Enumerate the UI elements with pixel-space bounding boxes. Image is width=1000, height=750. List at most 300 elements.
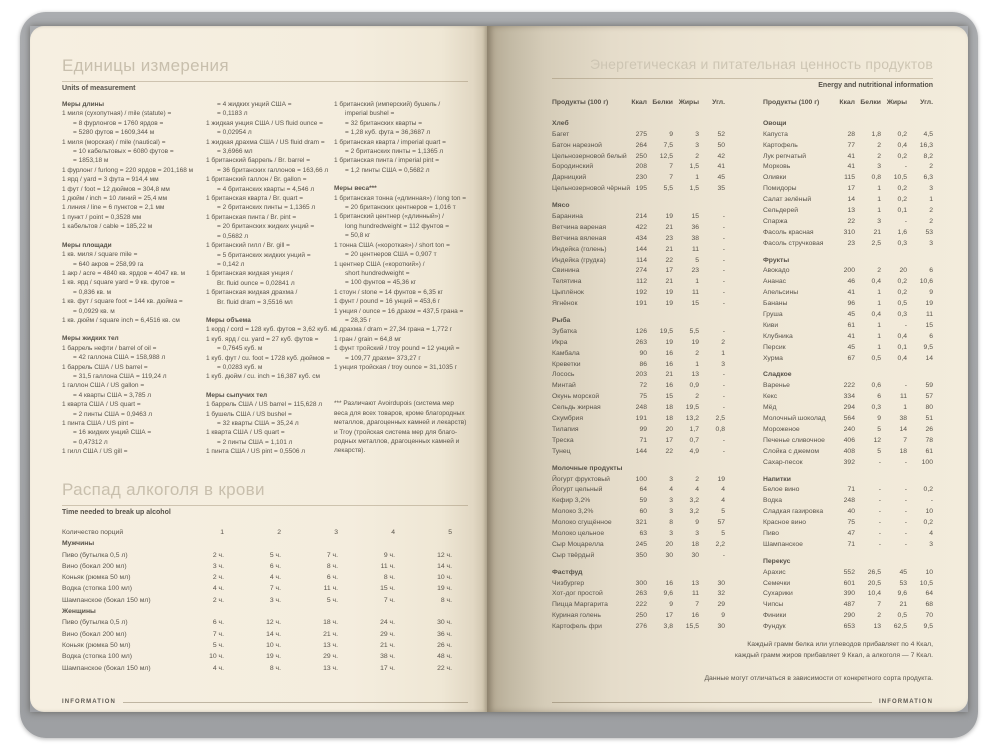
unit-line: = 50,8 кг: [345, 232, 371, 240]
food-row: [552, 551, 725, 562]
unit-line: = 640 акров = 258,99 га: [73, 260, 144, 268]
nutrition-value: 41: [717, 163, 725, 171]
unit-line: 1 британский (имперский) бушель /: [334, 101, 441, 108]
food-row: [552, 223, 725, 234]
nutrition-value: 1: [877, 321, 881, 329]
unit-line: = 5280 футов = 1609,344 м: [73, 129, 155, 137]
nutrition-note: [735, 640, 933, 661]
hours-value: 3 ч.: [269, 596, 281, 604]
hours-value: 7 ч.: [269, 585, 281, 593]
food-row: [552, 436, 725, 447]
unit-line: 1 фут / foot = 12 дюймов = 304,8 мм: [62, 185, 170, 193]
nutrition-value: 0,8: [871, 174, 881, 182]
nutrition-value: 350: [635, 551, 647, 559]
food-label: Молоко 3,2%: [552, 508, 594, 516]
hours-value: 18 ч.: [323, 619, 338, 627]
nutrition-value: 78: [925, 436, 933, 444]
nutrition-value: 46: [847, 278, 855, 286]
nutrition-value: 1,7: [689, 425, 699, 433]
food-label: Индейка (грудка): [552, 256, 606, 264]
nutrition-value: 100: [921, 458, 933, 466]
footer-rule: [552, 702, 872, 703]
unit-line: = 1853,18 м: [73, 157, 109, 165]
footnote-line: веса для всех товаров, кроме благородных: [334, 409, 465, 417]
food-row: [552, 288, 725, 299]
nutrition-value: 7: [903, 436, 907, 444]
food-label: Тилапия: [552, 425, 579, 433]
nutrition-value: 14: [899, 425, 907, 433]
food-label: Авокадо: [763, 267, 790, 275]
nutrition-value: 71: [847, 486, 855, 494]
nutrition-value: 18: [665, 415, 673, 423]
nutrition-value: 434: [635, 234, 647, 242]
nutrition-value: 6: [877, 393, 881, 401]
unit-line: 1 стоун / stone = 14 фунтов = 6,35 кг: [334, 288, 443, 296]
nutrition-value: 17: [665, 612, 673, 620]
title-rule: [62, 81, 468, 82]
column-header: Ккал: [631, 99, 647, 106]
food-row: [763, 622, 933, 633]
hours-value: 29 ч.: [380, 630, 395, 638]
food-row: [763, 611, 933, 622]
nutrition-value: 487: [843, 601, 855, 609]
nutrition-value: -: [930, 497, 933, 505]
nutrition-value: -: [722, 289, 725, 297]
food-row: [763, 266, 933, 277]
alcohol-group-label: Мужчины: [62, 540, 95, 548]
food-row: [552, 579, 725, 590]
hours-value: 4 ч.: [212, 664, 224, 672]
nutrition-value: -: [722, 404, 725, 412]
nutrition-value: -: [722, 447, 725, 455]
food-row: [552, 234, 725, 245]
portion-count: 1: [220, 529, 224, 536]
unit-line: 1 кабельтов / cable = 185,22 м: [62, 223, 153, 231]
nutrition-value: 1: [877, 196, 881, 204]
drink-label: Коньяк (рюмка 50 мл): [62, 574, 131, 582]
nutrition-value: 275: [635, 130, 647, 138]
nutrition-value: 203: [635, 371, 647, 379]
hours-value: 2 ч.: [212, 551, 224, 559]
food-label: Хурма: [763, 354, 783, 362]
nutrition-value: 7: [695, 601, 699, 609]
nutrition-value: 75: [847, 519, 855, 527]
food-label: Зубатка: [552, 327, 577, 335]
nutrition-value: 21: [873, 228, 881, 236]
nutrition-value: 2: [877, 612, 881, 620]
unit-line: 1 фурлонг / furlong = 220 ярдов = 201,168 м: [62, 166, 194, 174]
unit-line: 1 кварта США / US quart =: [62, 401, 141, 409]
nutrition-value: -: [722, 300, 725, 308]
food-label: Финики: [763, 612, 787, 620]
nutrition-value: 222: [843, 382, 855, 390]
drink-label: Вино (бокал 200 мл): [62, 562, 127, 570]
alcohol-title: Распад алкоголя в крови: [62, 480, 265, 499]
hours-value: 11 ч.: [380, 562, 395, 570]
nutrition-value: 59: [925, 382, 933, 390]
nutrition-value: 274: [635, 267, 647, 275]
nutrition-value: 1: [695, 278, 699, 286]
nutrition-value: 4: [721, 497, 725, 505]
footnote-line: и Troy (тройская система мер для благо-: [334, 428, 457, 436]
nutrition-value: 222: [635, 601, 647, 609]
unit-line: 1 пункт / point = 0,3528 мм: [62, 213, 142, 221]
food-row: [763, 485, 933, 496]
units-subtitle: Units of measurement: [62, 85, 136, 92]
food-label: Кекс: [763, 393, 778, 401]
unit-line: = 20 британских жидких унций =: [217, 223, 315, 231]
unit-line: 1 пинта США / US pint = 0,5506 л: [206, 448, 306, 456]
food-label: Ветчина вареная: [552, 223, 607, 231]
nutrition-value: 240: [843, 425, 855, 433]
unit-line: 1 британский гилл / Br. gill =: [206, 242, 290, 250]
nutrition-value: 9,6: [663, 590, 673, 598]
food-row: [552, 266, 725, 277]
nutrition-value: 20,5: [867, 579, 881, 587]
column-header: Ккал: [839, 99, 855, 106]
hours-value: 13 ч.: [323, 664, 338, 672]
unit-line: 1 баррель США / US barrel = 115,628 л: [206, 401, 323, 409]
notebook-cover: [20, 12, 978, 738]
food-row: [552, 540, 725, 551]
food-row: [552, 370, 725, 381]
unit-line: 1 британский галлон / Br. gallon =: [206, 176, 307, 184]
nutrition-value: 96: [847, 300, 855, 308]
food-label: Молоко цельное: [552, 529, 605, 537]
food-label: Минтай: [552, 382, 576, 390]
unit-line: 1 акр / acre = 4840 кв. ярдов = 4047 кв. м: [62, 269, 186, 277]
hours-value: 21 ч.: [323, 630, 338, 638]
nutrition-value: 2: [695, 349, 699, 357]
unit-line: = 100 фунтов = 45,36 кг: [345, 279, 417, 287]
drink-label: Водка (стопка 100 мл): [62, 653, 133, 661]
unit-line: 1 миля (сухопутная) / mile (statute) =: [62, 110, 172, 118]
nutrition-value: 0,3: [897, 239, 907, 247]
food-row: [552, 299, 725, 310]
food-row: [763, 321, 933, 332]
food-label: Груша: [763, 311, 783, 319]
unit-line: 1 ярд / yard = 3 фута = 914,4 мм: [62, 176, 159, 184]
nutrition-value: -: [722, 327, 725, 335]
food-row: [552, 212, 725, 223]
nutrition-value: 51: [925, 415, 933, 423]
nutrition-header-row: [552, 98, 725, 109]
nutrition-value: 653: [843, 623, 855, 631]
food-row: [552, 518, 725, 529]
nutrition-value: 112: [636, 278, 647, 286]
nutrition-value: 9: [929, 289, 933, 297]
nutrition-value: 3: [695, 130, 699, 138]
nutrition-value: 10: [925, 568, 933, 576]
hours-value: 13 ч.: [323, 641, 338, 649]
food-label: Апельсины: [763, 289, 799, 297]
nutrition-value: 2: [929, 207, 933, 215]
unit-line: = 109,77 драхм= 373,27 г: [345, 354, 421, 362]
food-label: Лук репчатый: [763, 152, 807, 160]
food-row: [552, 425, 725, 436]
nutrition-value: 16: [665, 349, 673, 357]
nutrition-value: 4: [929, 529, 933, 537]
food-row: [763, 195, 933, 206]
food-label: Хот-дог простой: [552, 590, 603, 598]
nutrition-value: 0,1: [897, 343, 907, 351]
food-label: Пиво: [763, 529, 779, 537]
nutrition-value: 17: [665, 436, 673, 444]
nutrition-value: 126: [635, 327, 647, 335]
nutrition-value: 19: [665, 213, 673, 221]
unit-line: 1 пинта США / US pint =: [62, 420, 134, 427]
hours-value: 8 ч.: [383, 574, 395, 582]
unit-line: 1 британская жидкая унция /: [206, 270, 293, 278]
food-section-heading: Сладкое: [763, 371, 792, 379]
food-section-heading: Овощи: [763, 119, 787, 127]
nutrition-value: 0,1: [897, 207, 907, 215]
food-row: [552, 256, 725, 267]
nutrition-value: 64: [925, 590, 933, 598]
nutrition-value: 3: [669, 475, 673, 483]
nutrition-value: 17: [847, 185, 855, 193]
unit-line: = 4 жидких унций США =: [217, 101, 292, 108]
nutrition-value: 0,4: [871, 278, 881, 286]
alcohol-section: [62, 480, 468, 674]
nutrition-value: 35: [717, 185, 725, 193]
food-label: Помидоры: [763, 185, 797, 193]
nutrition-value: 38: [899, 415, 907, 423]
units-heading: Меры сыпучих тел: [206, 391, 268, 399]
nutrition-value: 41: [847, 289, 855, 297]
unit-line: 1 фунт / pound = 16 унций = 453,6 г: [334, 298, 441, 306]
food-label: Багет: [552, 130, 570, 138]
food-label: Молоко сгущённое: [552, 519, 612, 527]
food-label: Куриная голень: [552, 612, 601, 620]
nutrition-value: 1: [903, 404, 907, 412]
nutrition-value: 5: [877, 447, 881, 455]
unit-line: = 3,6966 мл: [217, 148, 253, 156]
nutrition-value: 1: [877, 300, 881, 308]
nutrition-value: 21: [899, 601, 907, 609]
hours-value: 48 ч.: [437, 653, 452, 661]
food-label: Сыр твёрдый: [552, 551, 595, 559]
food-row: [763, 162, 933, 173]
nutrition-value: 250: [635, 152, 647, 160]
column-header: Белки: [860, 99, 881, 106]
food-row: [552, 507, 725, 518]
nutrition-value: 41: [847, 163, 855, 171]
nutrition-value: 1: [877, 332, 881, 340]
nutrition-value: 26: [925, 425, 933, 433]
hours-value: 5 ч.: [269, 551, 281, 559]
unit-line: 1 баррель нефти / barrel of oil =: [62, 344, 157, 352]
food-label: Батон нарезной: [552, 141, 602, 149]
hours-value: 6 ч.: [212, 619, 224, 627]
nutrition-value: 40: [847, 508, 855, 516]
nutrition-value: 0,2: [897, 196, 907, 204]
unit-line: = 10 кабельтовых = 6080 футов =: [73, 148, 174, 156]
food-row: [763, 447, 933, 458]
hours-value: 26 ч.: [437, 641, 452, 649]
food-label: Свинина: [552, 267, 580, 275]
nutrition-value: 9: [721, 612, 725, 620]
nutrition-title: Энергетическая и питательная ценность продуктов: [589, 56, 933, 72]
nutrition-value: 52: [717, 130, 725, 138]
nutrition-value: 5,5: [663, 185, 673, 193]
hours-value: 14 ч.: [437, 562, 452, 570]
nutrition-value: 1: [877, 207, 881, 215]
nutrition-value: 144: [635, 245, 647, 253]
nutrition-value: 0,4: [897, 332, 907, 340]
hours-value: 4 ч.: [269, 574, 281, 582]
nutrition-value: 11: [691, 289, 699, 297]
nutrition-value: -: [878, 508, 881, 516]
nutrition-value: 42: [717, 152, 725, 160]
food-row: [552, 245, 725, 256]
hours-value: 30 ч.: [437, 619, 452, 627]
nutrition-value: -: [878, 529, 881, 537]
nutrition-value: 45: [847, 343, 855, 351]
nutrition-value: 191: [635, 300, 647, 308]
nutrition-value: 13: [847, 207, 855, 215]
unit-line: = 0,5682 л: [217, 232, 249, 240]
unit-line: 1 кв. миля / square mile =: [62, 251, 138, 259]
footnote-line: родных металлов, драгоценных камней и: [334, 438, 460, 445]
nutrition-value: 57: [925, 393, 933, 401]
food-label: Салат зелёный: [763, 196, 812, 204]
nutrition-value: 7: [669, 174, 673, 182]
note-line: каждый грамм жиров прибавляет 9 Ккал, а алкоголя — 7 Ккал.: [734, 651, 933, 659]
unit-line: 1 британский баррель / Br. barrel =: [206, 157, 311, 165]
nutrition-value: 15: [691, 213, 699, 221]
nutrition-value: 2,2: [715, 540, 725, 548]
nutrition-value: 57: [717, 519, 725, 527]
food-label: Кефир 3,2%: [552, 497, 591, 505]
nutrition-value: 0,8: [715, 425, 725, 433]
hours-value: 36 ч.: [437, 630, 452, 638]
nutrition-value: 61: [847, 321, 855, 329]
nutrition-value: 15: [665, 393, 673, 401]
hours-value: 19 ч.: [266, 653, 281, 661]
nutrition-table-right: [763, 98, 933, 633]
units-heading: Меры жидких тел: [62, 335, 119, 343]
nutrition-value: 200: [843, 267, 855, 275]
nutrition-value: 8: [669, 519, 673, 527]
nutrition-value: -: [722, 267, 725, 275]
food-label: Персик: [763, 343, 786, 351]
nutrition-value: 192: [635, 289, 647, 297]
drink-label: Шампанское (бокал 150 мл): [62, 664, 151, 672]
food-row: [763, 518, 933, 529]
nutrition-value: -: [722, 393, 725, 401]
nutrition-value: 29: [717, 601, 725, 609]
unit-line: = 0,02954 л: [217, 129, 252, 137]
nutrition-value: 21: [665, 223, 673, 231]
food-row: [763, 354, 933, 365]
nutrition-value: 422: [635, 223, 647, 231]
nutrition-header-row: [763, 98, 933, 109]
nutrition-value: 7: [669, 163, 673, 171]
food-row: [763, 152, 933, 163]
nutrition-value: -: [722, 256, 725, 264]
nutrition-value: 1,6: [897, 228, 907, 236]
units-footnote: [334, 399, 468, 455]
unit-line: 1 драхма / dram = 27,34 грана = 1,772 г: [334, 326, 453, 334]
food-label: Цельнозерновой белый: [552, 152, 627, 160]
nutrition-value: 9,6: [897, 590, 907, 598]
nutrition-value: 18: [691, 540, 699, 548]
nutrition-value: 0,5: [897, 300, 907, 308]
nutrition-value: 9: [877, 415, 881, 423]
nutrition-value: 248: [843, 497, 855, 505]
nutrition-value: 300: [635, 579, 647, 587]
nutrition-value: -: [722, 278, 725, 286]
nutrition-value: 9: [669, 130, 673, 138]
food-row: [763, 507, 933, 518]
left-page: [30, 26, 487, 712]
nutrition-value: 0,5: [897, 612, 907, 620]
nutrition-value: 41: [847, 332, 855, 340]
food-label: Печенье сливочное: [763, 436, 825, 444]
nutrition-value: 11: [925, 311, 933, 319]
food-row: [763, 414, 933, 425]
food-label: Баранина: [552, 213, 583, 221]
hours-value: 4 ч.: [212, 585, 224, 593]
nutrition-value: -: [878, 497, 881, 505]
unit-line: long hundredweight = 112 фунтов =: [345, 222, 450, 230]
footnote-line: *** Различают Avoirdupois (система мер: [334, 400, 454, 408]
unit-line: = 0,836 кв. м: [73, 288, 112, 296]
nutrition-value: 45: [899, 568, 907, 576]
nutrition-value: 208: [635, 163, 647, 171]
food-row: [763, 217, 933, 228]
nutrition-value: 30: [691, 551, 699, 559]
nutrition-value: 38: [691, 234, 699, 242]
drink-label: Пиво (бутылка 0,5 л): [62, 619, 128, 627]
unit-line: = 28,35 г: [345, 316, 372, 324]
alcohol-row: [62, 640, 452, 651]
units-title: Единицы измерения: [62, 56, 229, 75]
nutrition-value: 80: [925, 404, 933, 412]
food-row: [763, 600, 933, 611]
title-rule: [552, 78, 933, 79]
unit-line: 1 корд / cord = 128 куб. футов = 3,62 куб. м: [206, 326, 336, 334]
nutrition-value: 0,4: [897, 141, 907, 149]
food-section-heading: Мясо: [552, 202, 570, 210]
food-label: Йогурт фруктовый: [552, 475, 610, 483]
nutrition-value: -: [904, 540, 907, 548]
unit-line: 1 британская тонна («длинная») / long ton =: [334, 194, 467, 202]
nutrition-value: 5: [721, 508, 725, 516]
alcohol-header-label: Количество порций: [62, 529, 124, 536]
footer-rule: [123, 702, 468, 703]
nutrition-value: 3: [929, 185, 933, 193]
hours-value: 7 ч.: [326, 551, 338, 559]
food-label: Шампанское: [763, 540, 803, 548]
food-label: Клубника: [763, 332, 793, 340]
food-row: [763, 381, 933, 392]
units-column-1: [62, 100, 206, 457]
food-label: Сыр Моцарелла: [552, 540, 604, 548]
food-row: [552, 414, 725, 425]
unit-line: = 2 пинты США = 1,101 л: [217, 438, 293, 446]
nutrition-value: 23: [847, 239, 855, 247]
nutrition-value: 16: [665, 382, 673, 390]
nutrition-value: 5: [877, 425, 881, 433]
nutrition-value: 12: [873, 436, 881, 444]
nutrition-value: 2: [721, 338, 725, 346]
nutrition-value: 601: [843, 579, 855, 587]
nutrition-value: 10,5: [893, 174, 907, 182]
nutrition-value: 16: [691, 612, 699, 620]
nutrition-value: 10,6: [919, 278, 933, 286]
